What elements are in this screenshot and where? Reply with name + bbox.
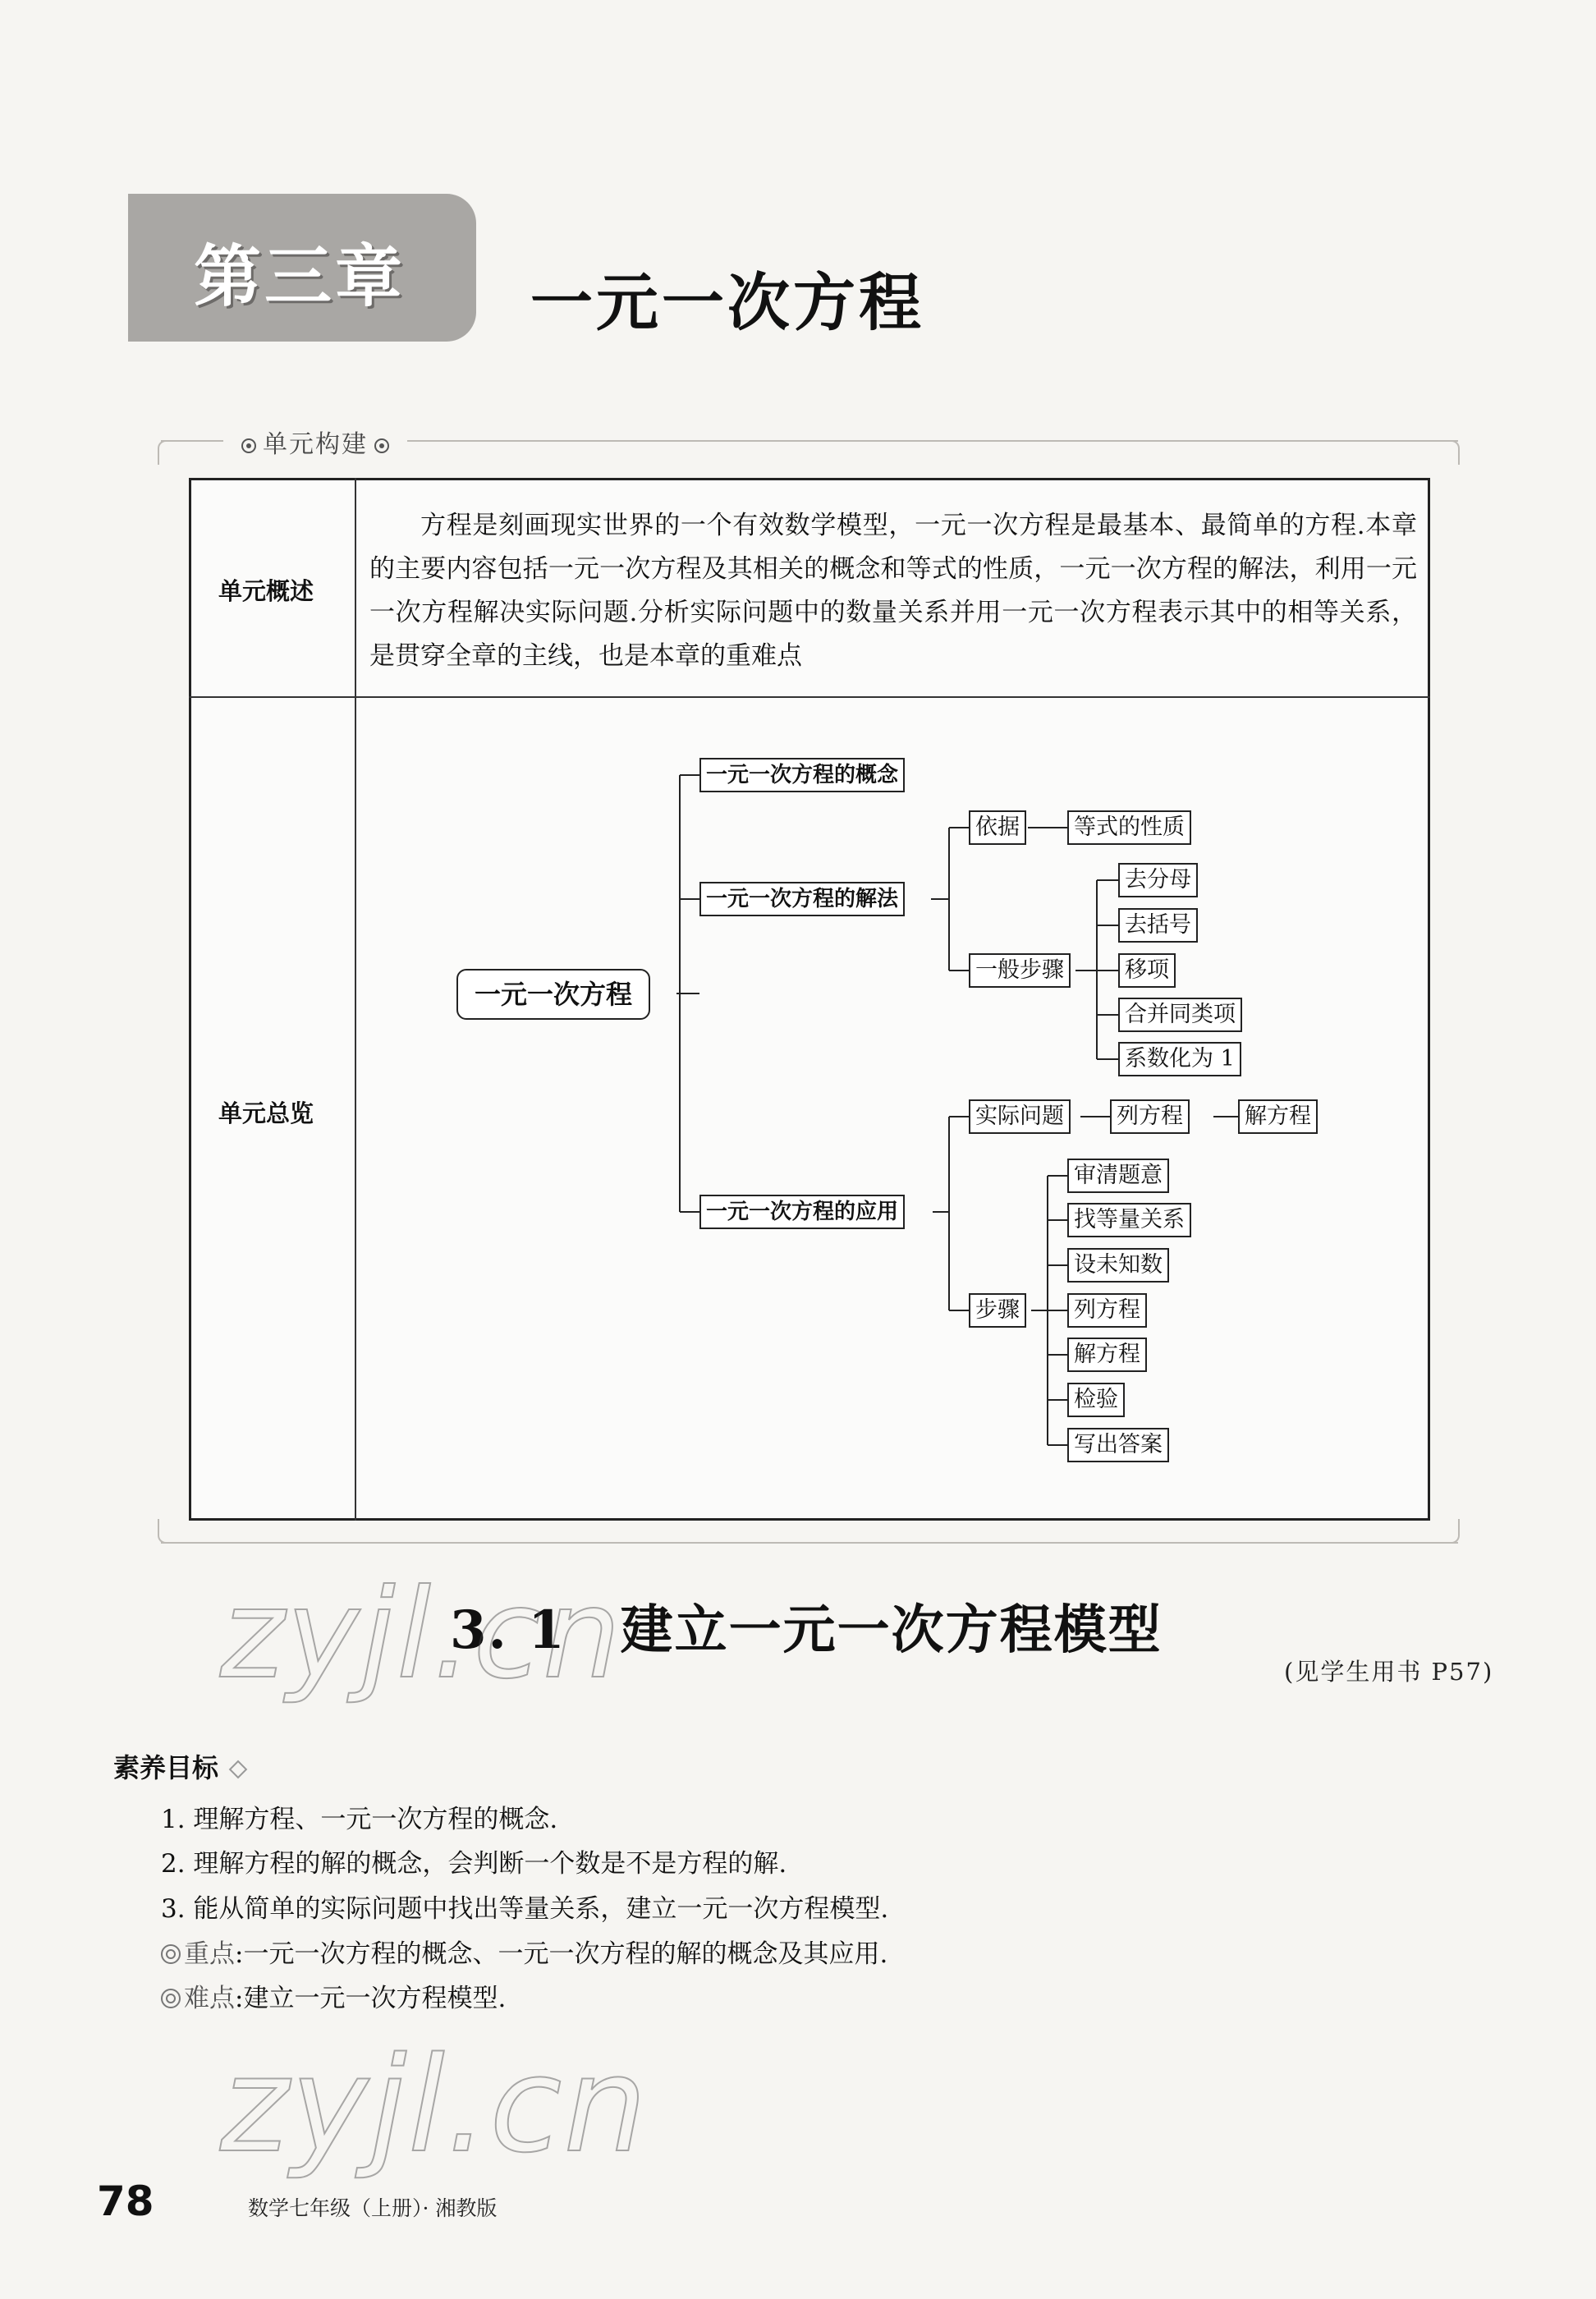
mindmap-solve-step: 移项 [1118, 953, 1176, 988]
summary-label: 单元总览 [218, 1099, 314, 1127]
goals-title: 素养目标 [113, 1752, 219, 1783]
mindmap-app-step: 解方程 [1067, 1338, 1147, 1372]
section-title: 3. 1 建立一元一次方程模型 [450, 1599, 1163, 1661]
chapter-title: 一元一次方程 [530, 266, 924, 339]
key-point-label: 重点 [184, 1939, 235, 1969]
bullseye-icon [161, 1944, 181, 1964]
mindmap-basis-item: 等式的性质 [1067, 810, 1191, 845]
mindmap-solve-step: 合并同类项 [1118, 998, 1242, 1032]
mindmap-app-step: 设未知数 [1067, 1248, 1169, 1283]
mindmap-application: 一元一次方程的应用 [699, 1195, 905, 1229]
key-point [161, 1933, 887, 1970]
mindmap-root: 一元一次方程 [456, 969, 650, 1020]
watermark: zyjl.cn [220, 2028, 649, 2182]
unit-build-label: 单元构建 [263, 430, 368, 459]
mindmap-app-step: 找等量关系 [1067, 1203, 1191, 1237]
goal-item: 3. 能从简单的实际问题中找出等量关系，建立一元一次方程模型. [161, 1894, 889, 1924]
key-point-text: 一元一次方程的概念、一元一次方程的解的概念及其应用. [243, 1939, 888, 1969]
mindmap-app-step: 写出答案 [1067, 1428, 1169, 1462]
mindmap-app-step: 列方程 [1067, 1293, 1147, 1328]
mindmap-solve-step: 系数化为 1 [1118, 1042, 1241, 1076]
bullseye-icon [161, 1989, 181, 2008]
mindmap-steps: 步骤 [969, 1293, 1026, 1328]
mindmap-basis: 依据 [969, 810, 1026, 845]
difficulty-label: 难点 [184, 1984, 235, 2013]
mindmap-app-step: 检验 [1067, 1383, 1125, 1417]
overview-text: 方程是刻画现实世界的一个有效数学模型，一元一次方程是最基本、最简单的方程.本章的主要内容包括一元一次方程及其相关的概念和等式的性质，一元一次方程的解法，利用一元一次方程解决实际问题.分析实际问题中的数量关系并用一元一次方程表示其中的相等关系，是贯穿全章的主线，也是本章的重难点 [369, 511, 1417, 671]
mindmap-solution: 一元一次方程的解法 [699, 882, 905, 916]
difficulty-colon: : [235, 1984, 244, 2013]
overview-label: 单元概述 [218, 577, 314, 605]
difficulty-text: 建立一元一次方程模型. [243, 1984, 507, 2013]
mindmap-general-steps: 一般步骤 [969, 953, 1071, 988]
mindmap-app-step: 审清题意 [1067, 1159, 1169, 1193]
section-reference: (见学生用书 P57) [1284, 1658, 1494, 1686]
mindmap-solve-step: 去分母 [1118, 863, 1198, 897]
mindmap-practical: 实际问题 [969, 1099, 1071, 1134]
page-number: 78 [97, 2177, 154, 2225]
book-title: 数学七年级（上册）· 湘教版 [248, 2196, 498, 2220]
chapter-number: 第三章 [194, 238, 406, 316]
mindmap-solve-step: 去括号 [1118, 908, 1198, 943]
key-point-colon: : [235, 1939, 244, 1969]
diamond-icon [229, 1760, 248, 1779]
goal-item: 2. 理解方程的解的概念，会判断一个数是不是方程的解. [161, 1849, 787, 1879]
mindmap-practical-chain: 列方程 [1110, 1099, 1190, 1134]
goals-heading [113, 1747, 245, 1785]
watermark: zyjl.cn [220, 1563, 623, 1706]
difficulty-point [161, 1977, 506, 2014]
goal-item: 1. 理解方程、一元一次方程的概念. [161, 1805, 558, 1834]
mindmap-concept: 一元一次方程的概念 [699, 758, 905, 792]
mindmap-practical-chain: 解方程 [1238, 1099, 1318, 1134]
